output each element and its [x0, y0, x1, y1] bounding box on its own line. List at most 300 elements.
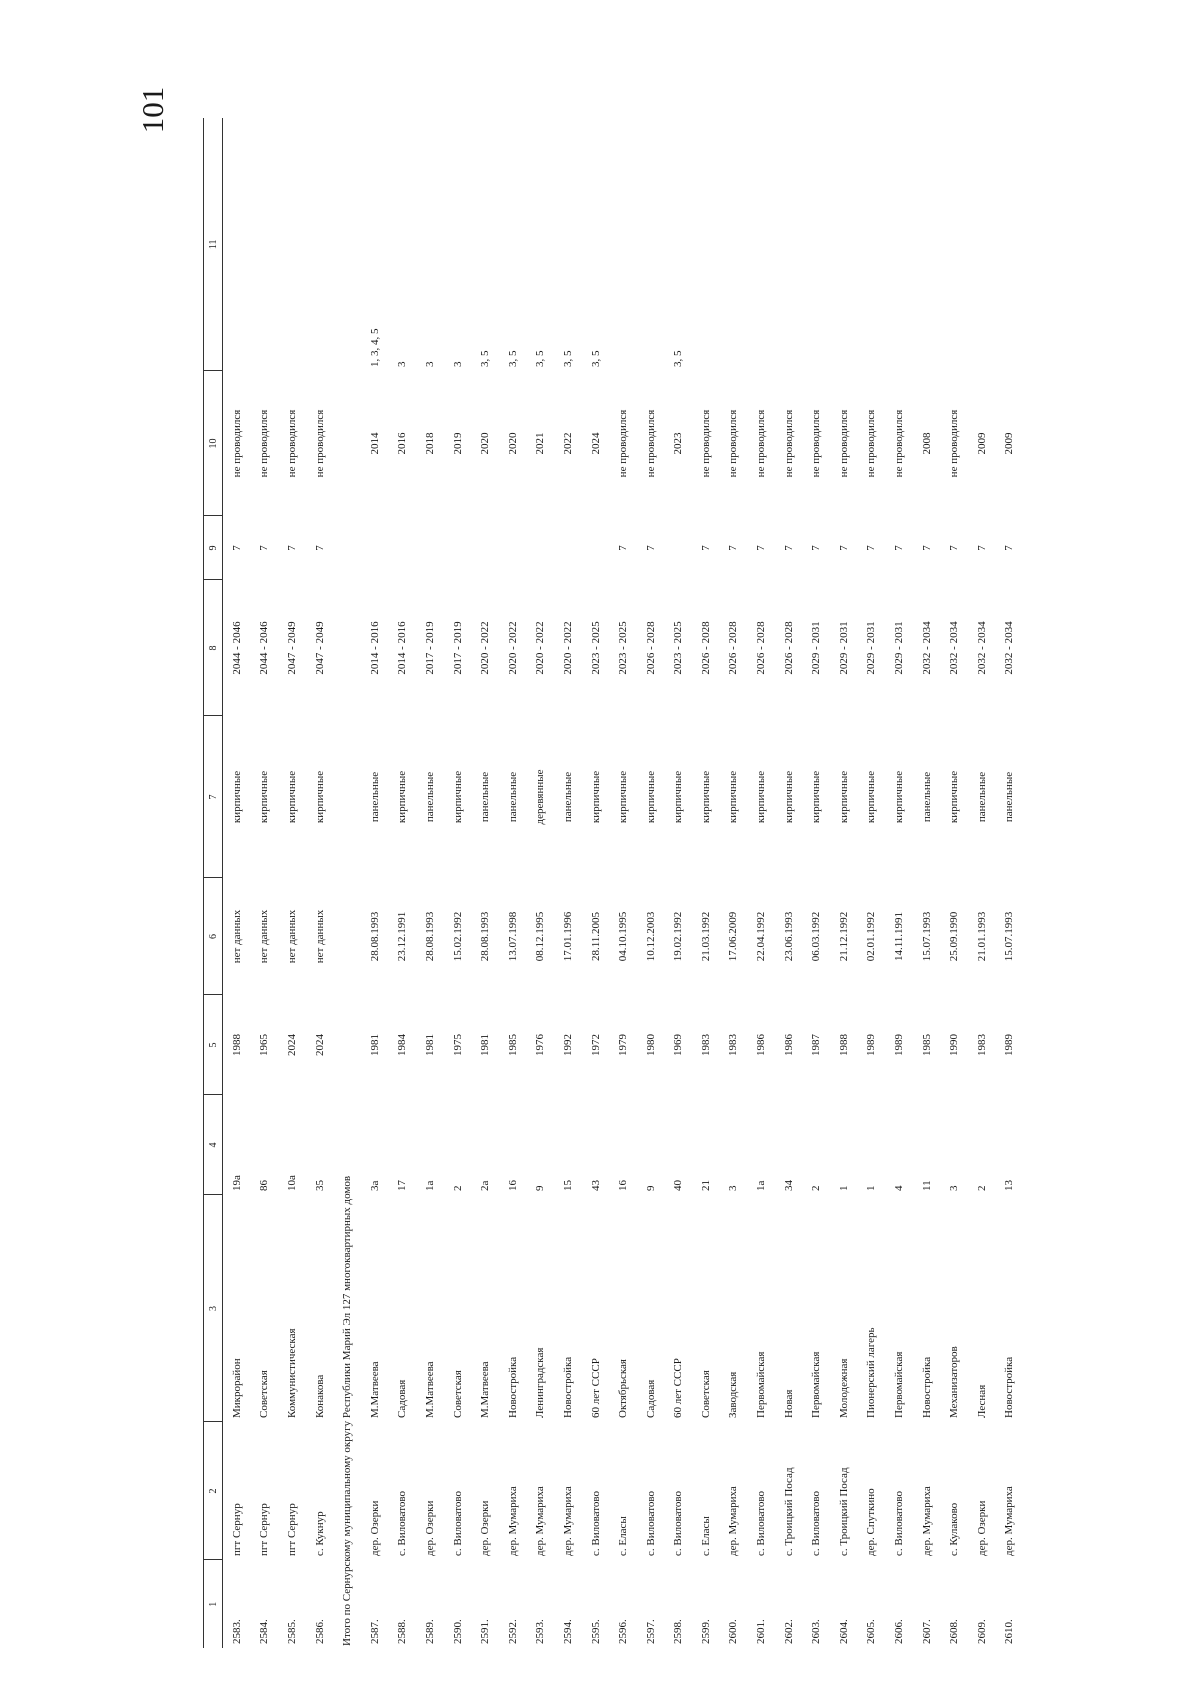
cell-settlement: с. Виловатово [672, 1490, 685, 1556]
table-row [802, 118, 830, 1648]
cell-repair-year: не проводился [948, 409, 961, 478]
cell-date: 28.11.2005 [589, 911, 602, 962]
cell-row-number: 2599. [699, 1619, 712, 1644]
cell-wall-material: кирпичные [589, 770, 602, 824]
column-header: 11 [204, 118, 223, 371]
cell-year-built: 1985 [920, 1034, 933, 1056]
cell-year-built: 1983 [975, 1034, 988, 1056]
cell-street: Новостройка [506, 1356, 519, 1418]
cell-street: Ленинградская [534, 1347, 547, 1418]
cell-repair-year: 2020 [479, 432, 492, 455]
cell-settlement: пгт Сернур [230, 1503, 243, 1556]
table-row [471, 118, 499, 1648]
cell-street: М.Матвеева [368, 1361, 381, 1418]
column-header: 4 [204, 1095, 223, 1195]
cell-repair-year: 2022 [561, 432, 574, 455]
cell-repair-period: 2020 - 2022 [506, 621, 519, 675]
cell-year-built: 1988 [230, 1034, 243, 1056]
cell-repair-year: не проводился [258, 409, 271, 478]
cell-year-count: 7 [258, 545, 271, 551]
cell-year-count [527, 516, 555, 580]
cell-repair-year: 2024 [589, 432, 602, 455]
cell-wall-material: кирпичные [810, 770, 823, 824]
cell-street: Микрорайон [230, 1358, 243, 1418]
cell-row-number: 2606. [893, 1619, 906, 1644]
cell-street: Первомайская [755, 1351, 768, 1418]
cell-house-number: 35 [313, 1180, 326, 1191]
cell-street: Механизаторов [948, 1346, 961, 1418]
cell-street: Советская [258, 1370, 271, 1418]
cell-repair-period: 2044 - 2046 [258, 621, 271, 675]
cell-work-types [637, 118, 665, 371]
cell-row-number: 2594. [561, 1619, 574, 1644]
column-header: 8 [204, 580, 223, 716]
cell-street: Первомайская [810, 1351, 823, 1418]
cell-house-number: 13 [1003, 1180, 1016, 1191]
cell-row-number: 2597. [644, 1619, 657, 1644]
cell-date: 25.09.1990 [948, 911, 961, 962]
cell-repair-year: не проводился [727, 409, 740, 478]
cell-row-number: 2610. [1003, 1619, 1016, 1644]
cell-work-types [278, 118, 306, 371]
cell-house-number: 1а [755, 1180, 768, 1191]
cell-repair-year: 2018 [423, 432, 436, 455]
table-row [444, 118, 472, 1648]
table-row [416, 118, 444, 1648]
table-row [223, 118, 251, 1648]
cell-row-number: 2602. [782, 1619, 795, 1644]
cell-settlement: дер. Озерки [423, 1500, 436, 1556]
cell-repair-year: не проводился [893, 409, 906, 478]
cell-house-number: 9 [644, 1185, 657, 1191]
cell-year-count: 7 [285, 545, 298, 551]
cell-date: 14.11.1991 [893, 911, 906, 962]
column-header: 6 [204, 878, 223, 995]
cell-street: Садовая [396, 1379, 409, 1418]
cell-year-count [471, 516, 499, 580]
cell-year-built: 2024 [285, 1034, 298, 1056]
table-row [830, 118, 858, 1648]
cell-work-types: 3, 5 [534, 350, 547, 367]
cell-row-number: 2609. [975, 1619, 988, 1644]
cell-house-number: 16 [617, 1180, 630, 1191]
cell-street: Октябрьская [617, 1359, 630, 1418]
cell-wall-material: кирпичные [699, 770, 712, 824]
cell-date: 19.02.1992 [672, 911, 685, 962]
table-row [665, 118, 693, 1648]
cell-work-types [251, 118, 279, 371]
cell-repair-period: 2026 - 2028 [727, 621, 740, 675]
cell-repair-period: 2017 - 2019 [451, 621, 464, 675]
cell-street: Новостройка [920, 1356, 933, 1418]
subtotal-row [333, 118, 361, 1648]
table-row [720, 118, 748, 1648]
cell-wall-material: кирпичные [285, 770, 298, 824]
cell-row-number: 2601. [755, 1619, 768, 1644]
cell-wall-material: кирпичные [451, 770, 464, 824]
cell-settlement: с. Виловатово [396, 1490, 409, 1556]
cell-house-number: 40 [672, 1180, 685, 1191]
cell-street: Советская [699, 1370, 712, 1418]
cell-work-types [968, 118, 996, 371]
cell-date: 02.01.1992 [865, 911, 878, 962]
cell-row-number: 2583. [230, 1619, 243, 1644]
cell-wall-material: кирпичные [396, 770, 409, 824]
table-row [858, 118, 886, 1648]
cell-year-built: 1983 [727, 1034, 740, 1056]
cell-row-number: 2607. [920, 1619, 933, 1644]
cell-repair-year: не проводился [699, 409, 712, 478]
table-row [968, 118, 996, 1648]
cell-repair-period: 2014 - 2016 [368, 621, 381, 675]
cell-wall-material: панельные [1003, 771, 1016, 823]
column-header: 7 [204, 716, 223, 878]
cell-year-count: 7 [617, 545, 630, 551]
cell-work-types [802, 118, 830, 371]
table-row [527, 118, 555, 1648]
cell-year-count: 7 [920, 545, 933, 551]
cell-date: 23.12.1991 [396, 911, 409, 962]
cell-repair-period: 2026 - 2028 [782, 621, 795, 675]
cell-repair-year: 2016 [396, 432, 409, 455]
cell-repair-year: 2023 [672, 432, 685, 455]
cell-settlement: с. Кукнур [313, 1511, 326, 1556]
cell-house-number: 2 [451, 1185, 464, 1191]
cell-date: 15.07.1993 [1003, 911, 1016, 962]
cell-date: нет данных [230, 909, 243, 964]
table-row [885, 118, 913, 1648]
cell-street: Коммунистическая [285, 1328, 298, 1418]
cell-year-built: 1989 [893, 1034, 906, 1056]
table-row [251, 118, 279, 1648]
cell-settlement: дер. Озерки [975, 1500, 988, 1556]
cell-row-number: 2595. [589, 1619, 602, 1644]
cell-year-count: 7 [948, 545, 961, 551]
cell-repair-period: 2020 - 2022 [561, 621, 574, 675]
cell-wall-material: панельные [368, 771, 381, 823]
cell-date: нет данных [313, 909, 326, 964]
cell-year-built: 1988 [837, 1034, 850, 1056]
cell-year-count: 7 [699, 545, 712, 551]
cell-date: 21.03.1992 [699, 911, 712, 962]
cell-row-number: 2592. [506, 1619, 519, 1644]
cell-date: 21.12.1992 [837, 911, 850, 962]
cell-settlement: с. Виловатово [589, 1490, 602, 1556]
table-body [223, 118, 1024, 1648]
cell-house-number: 15 [561, 1180, 574, 1191]
cell-date: 04.10.1995 [617, 911, 630, 962]
cell-settlement: дер. Мумариха [1003, 1486, 1016, 1556]
cell-settlement: с. Виловатово [810, 1490, 823, 1556]
table-row [389, 118, 417, 1648]
table-row [913, 118, 941, 1648]
cell-year-built: 1975 [451, 1034, 464, 1056]
cell-date: 08.12.1995 [534, 911, 547, 962]
cell-repair-period: 2023 - 2025 [672, 621, 685, 675]
cell-year-built: 1976 [534, 1034, 547, 1056]
cell-year-count: 7 [837, 545, 850, 551]
table-row [609, 118, 637, 1648]
cell-settlement: дер. Мумариха [534, 1486, 547, 1556]
cell-house-number: 21 [699, 1180, 712, 1191]
cell-repair-period: 2047 - 2049 [313, 621, 326, 675]
cell-year-built: 1990 [948, 1034, 961, 1056]
cell-year-count: 7 [975, 545, 988, 551]
cell-work-types: 3, 5 [561, 350, 574, 367]
cell-repair-year: не проводился [755, 409, 768, 478]
cell-settlement: с. Троицкий Посад [837, 1467, 850, 1556]
cell-street: Новостройка [561, 1356, 574, 1418]
cell-work-types [223, 118, 251, 371]
cell-settlement: дер. Озерки [368, 1500, 381, 1556]
cell-wall-material: панельные [975, 771, 988, 823]
cell-row-number: 2605. [865, 1619, 878, 1644]
cell-wall-material: кирпичные [230, 770, 243, 824]
rotated-table-container [203, 118, 1016, 1648]
cell-settlement: с. Троицкий Посад [782, 1467, 795, 1556]
cell-date: 28.08.1993 [423, 911, 436, 962]
cell-repair-year: не проводился [285, 409, 298, 478]
cell-house-number: 34 [782, 1180, 795, 1191]
cell-year-built: 1986 [755, 1034, 768, 1056]
cell-house-number: 86 [258, 1180, 271, 1191]
table-row [554, 118, 582, 1648]
cell-wall-material: кирпичные [672, 770, 685, 824]
cell-street: Первомайская [893, 1351, 906, 1418]
cell-house-number: 3 [948, 1185, 961, 1191]
cell-house-number: 4 [893, 1185, 906, 1191]
cell-row-number: 2598. [672, 1619, 685, 1644]
cell-street: Заводская [727, 1371, 740, 1418]
cell-date: 15.07.1993 [920, 911, 933, 962]
column-header: 10 [204, 371, 223, 516]
cell-work-types [720, 118, 748, 371]
cell-street: 60 лет СССР [589, 1358, 602, 1418]
cell-wall-material: кирпичные [782, 770, 795, 824]
cell-work-types: 3 [423, 361, 436, 367]
cell-street: Садовая [644, 1379, 657, 1418]
table-row [306, 118, 334, 1648]
header-row [204, 118, 223, 1648]
cell-repair-period: 2026 - 2028 [755, 621, 768, 675]
cell-work-types: 3, 5 [479, 350, 492, 367]
cell-repair-period: 2032 - 2034 [1003, 621, 1016, 675]
table-row [996, 118, 1024, 1648]
cell-settlement: дер. Мумариха [506, 1486, 519, 1556]
cell-street: 60 лет СССР [672, 1358, 685, 1418]
cell-work-types [913, 118, 941, 371]
cell-settlement: дер. Мумариха [920, 1486, 933, 1556]
cell-house-number: 3а [368, 1180, 381, 1191]
cell-year-count [361, 516, 389, 580]
cell-wall-material: панельные [506, 771, 519, 823]
cell-wall-material: деревянные [534, 769, 547, 825]
cell-repair-period: 2014 - 2016 [396, 621, 409, 675]
cell-year-count: 7 [644, 545, 657, 551]
page-number: 101 [135, 86, 170, 134]
cell-row-number: 2596. [617, 1619, 630, 1644]
cell-wall-material: кирпичные [865, 770, 878, 824]
cell-settlement: дер. Мумариха [561, 1486, 574, 1556]
cell-work-types [775, 118, 803, 371]
cell-row-number: 2604. [837, 1619, 850, 1644]
cell-street: М.Матвеева [423, 1361, 436, 1418]
cell-settlement: с. Еласы [699, 1516, 712, 1556]
cell-year-count [582, 516, 610, 580]
cell-settlement: с. Виловатово [755, 1490, 768, 1556]
cell-row-number: 2603. [810, 1619, 823, 1644]
cell-row-number: 2593. [534, 1619, 547, 1644]
cell-house-number: 1 [837, 1185, 850, 1191]
cell-date: 06.03.1992 [810, 911, 823, 962]
cell-house-number: 9 [534, 1185, 547, 1191]
cell-year-built: 1992 [561, 1034, 574, 1056]
cell-year-built: 1989 [865, 1034, 878, 1056]
cell-work-types: 3 [396, 361, 409, 367]
table-row [582, 118, 610, 1648]
cell-row-number: 2586. [313, 1619, 326, 1644]
cell-year-built: 1986 [782, 1034, 795, 1056]
cell-year-count: 7 [727, 545, 740, 551]
cell-street: Советская [451, 1370, 464, 1418]
cell-house-number: 16 [506, 1180, 519, 1191]
cell-repair-period: 2032 - 2034 [948, 621, 961, 675]
cell-settlement: пгт Сернур [258, 1503, 271, 1556]
cell-wall-material: панельные [423, 771, 436, 823]
cell-year-built: 1972 [589, 1034, 602, 1056]
cell-date: 22.04.1992 [755, 911, 768, 962]
cell-row-number: 2584. [258, 1619, 271, 1644]
cell-wall-material: кирпичные [755, 770, 768, 824]
cell-street: Новая [782, 1389, 795, 1418]
cell-repair-year: 2009 [975, 432, 988, 455]
cell-repair-period: 2029 - 2031 [865, 621, 878, 675]
cell-wall-material: кирпичные [313, 770, 326, 824]
cell-year-count: 7 [313, 545, 326, 551]
cell-year-built: 1985 [506, 1034, 519, 1056]
cell-repair-year: не проводился [810, 409, 823, 478]
cell-row-number: 2585. [285, 1619, 298, 1644]
cell-work-types [885, 118, 913, 371]
cell-row-number: 2588. [396, 1619, 409, 1644]
cell-house-number: 19а [230, 1175, 243, 1191]
cell-row-number: 2589. [423, 1619, 436, 1644]
cell-date: 13.07.1998 [506, 911, 519, 962]
cell-repair-period: 2020 - 2022 [534, 621, 547, 675]
cell-repair-year: не проводился [782, 409, 795, 478]
subtotal-text: Итого по Сернурскому муниципальному округу Республики Марий Эл 127 многоквартирных домов [341, 1175, 354, 1646]
cell-house-number: 2 [810, 1185, 823, 1191]
cell-row-number: 2587. [368, 1619, 381, 1644]
column-header: 3 [204, 1195, 223, 1422]
cell-year-count [665, 516, 693, 580]
cell-year-built: 1980 [644, 1034, 657, 1056]
table-row [692, 118, 720, 1648]
cell-date: 23.06.1993 [782, 911, 795, 962]
cell-work-types: 3, 5 [506, 350, 519, 367]
column-header: 9 [204, 516, 223, 580]
cell-house-number: 1 [865, 1185, 878, 1191]
cell-work-types: 3, 5 [589, 350, 602, 367]
cell-repair-period: 2029 - 2031 [837, 621, 850, 675]
cell-repair-period: 2032 - 2034 [975, 621, 988, 675]
cell-year-count: 7 [230, 545, 243, 551]
cell-date: 28.08.1993 [368, 911, 381, 962]
table-row [940, 118, 968, 1648]
cell-repair-year: 2009 [1003, 432, 1016, 455]
cell-year-built: 1965 [258, 1034, 271, 1056]
cell-street: М.Матвеева [479, 1361, 492, 1418]
cell-year-count [444, 516, 472, 580]
cell-house-number: 17 [396, 1180, 409, 1191]
cell-house-number: 43 [589, 1180, 602, 1191]
cell-repair-year: не проводился [617, 409, 630, 478]
cell-repair-year: не проводился [644, 409, 657, 478]
cell-year-built: 1984 [396, 1034, 409, 1056]
cell-settlement: дер. Мумариха [727, 1486, 740, 1556]
cell-year-count [554, 516, 582, 580]
cell-work-types [306, 118, 334, 371]
table-row [747, 118, 775, 1648]
cell-repair-year: 2021 [534, 432, 547, 455]
cell-house-number: 1а [423, 1180, 436, 1191]
cell-settlement: с. Еласы [617, 1516, 630, 1556]
cell-date: 17.06.2009 [727, 911, 740, 962]
cell-repair-year: 2020 [506, 432, 519, 455]
cell-work-types [830, 118, 858, 371]
cell-house-number: 2 [975, 1185, 988, 1191]
cell-work-types: 1, 3, 4, 5 [368, 328, 381, 367]
cell-work-types [747, 118, 775, 371]
cell-settlement: пгт Сернур [285, 1503, 298, 1556]
cell-repair-year: 2008 [920, 432, 933, 455]
cell-year-count: 7 [1003, 545, 1016, 551]
cell-year-count [416, 516, 444, 580]
cell-repair-year: не проводился [865, 409, 878, 478]
cell-repair-year: 2014 [368, 432, 381, 455]
cell-year-count: 7 [865, 545, 878, 551]
cell-year-built: 1987 [810, 1034, 823, 1056]
cell-repair-period: 2029 - 2031 [810, 621, 823, 675]
cell-street: Новостройка [1003, 1356, 1016, 1418]
cell-repair-period: 2023 - 2025 [617, 621, 630, 675]
cell-date: 10.12.2003 [644, 911, 657, 962]
cell-wall-material: кирпичные [948, 770, 961, 824]
cell-date: 15.02.1992 [451, 911, 464, 962]
cell-year-built: 1981 [479, 1034, 492, 1056]
housing-table [203, 118, 1023, 1648]
cell-date: 28.08.1993 [479, 911, 492, 962]
cell-wall-material: кирпичные [893, 770, 906, 824]
cell-row-number: 2590. [451, 1619, 464, 1644]
cell-repair-period: 2026 - 2028 [699, 621, 712, 675]
column-header: 2 [204, 1422, 223, 1560]
cell-repair-period: 2023 - 2025 [589, 621, 602, 675]
cell-date: нет данных [285, 909, 298, 964]
cell-year-built: 2024 [313, 1034, 326, 1056]
cell-street: Пионерский лагерь [865, 1327, 878, 1418]
cell-wall-material: кирпичные [727, 770, 740, 824]
cell-repair-period: 2047 - 2049 [285, 621, 298, 675]
cell-year-count [389, 516, 417, 580]
column-header: 5 [204, 995, 223, 1095]
cell-house-number: 10а [285, 1175, 298, 1191]
table-row [637, 118, 665, 1648]
cell-row-number: 2591. [479, 1619, 492, 1644]
cell-date: 17.01.1996 [561, 911, 574, 962]
cell-repair-year: не проводился [313, 409, 326, 478]
column-header: 1 [204, 1560, 223, 1648]
